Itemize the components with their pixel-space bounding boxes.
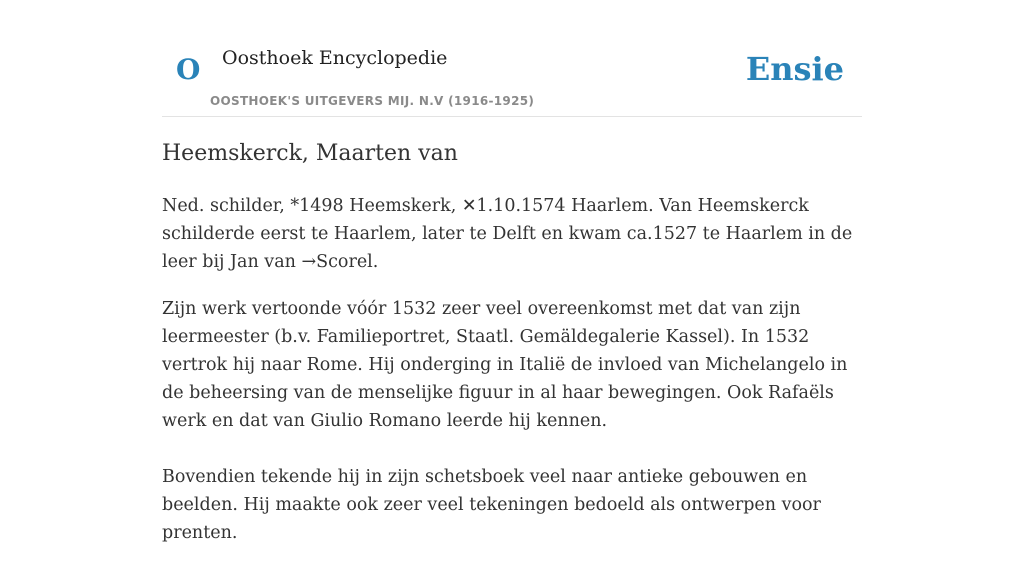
brand-logo-link[interactable]: Ensie (745, 50, 844, 88)
site-header (162, 0, 862, 117)
publisher-label: OOSTHOEK'S UITGEVERS MIJ. N.V (1916-1925) (210, 94, 535, 108)
article-paragraph: Zijn werk vertoonde vóór 1532 zeer veel overeenkomst met dat van zijn leermeester (b.v. Familieportret, Staatl. Gemäldegalerie Kassel). In 1532 vertrok hij naar Rome. Hij onderging in Italië de invloed van Michelangelo in de beheersing van de menselijke figuur in al haar bewegingen. Ook Rafaëls werk en dat van Giulio Romano leerde hij kennen. (162, 299, 848, 431)
site-title[interactable]: Oosthoek Encyclopedie (222, 47, 448, 69)
article-paragraph (162, 192, 862, 276)
paragraph-text: Ned. schilder, *1498 Heemskerk, ✕1.10.1574 Haarlem. Van Heemskerck schilderde eerst te Haarlem, later te Delft en kwam ca.1527 te Haarlem in de leer bij Jan van (162, 196, 853, 272)
site-logo-icon[interactable]: O (176, 53, 201, 86)
article-content (162, 136, 862, 566)
article-paragraph: Bovendien tekende hij in zijn schetsboek veel naar antieke gebouwen en beelden. Hij maakte ook zeer veel tekeningen bedoeld als ontwerpen voor prenten. (162, 467, 821, 543)
cross-reference-link[interactable]: →Scorel (301, 252, 373, 272)
paragraph-end: . (372, 252, 379, 272)
article-title: Heemskerck, Maarten van (162, 141, 458, 166)
